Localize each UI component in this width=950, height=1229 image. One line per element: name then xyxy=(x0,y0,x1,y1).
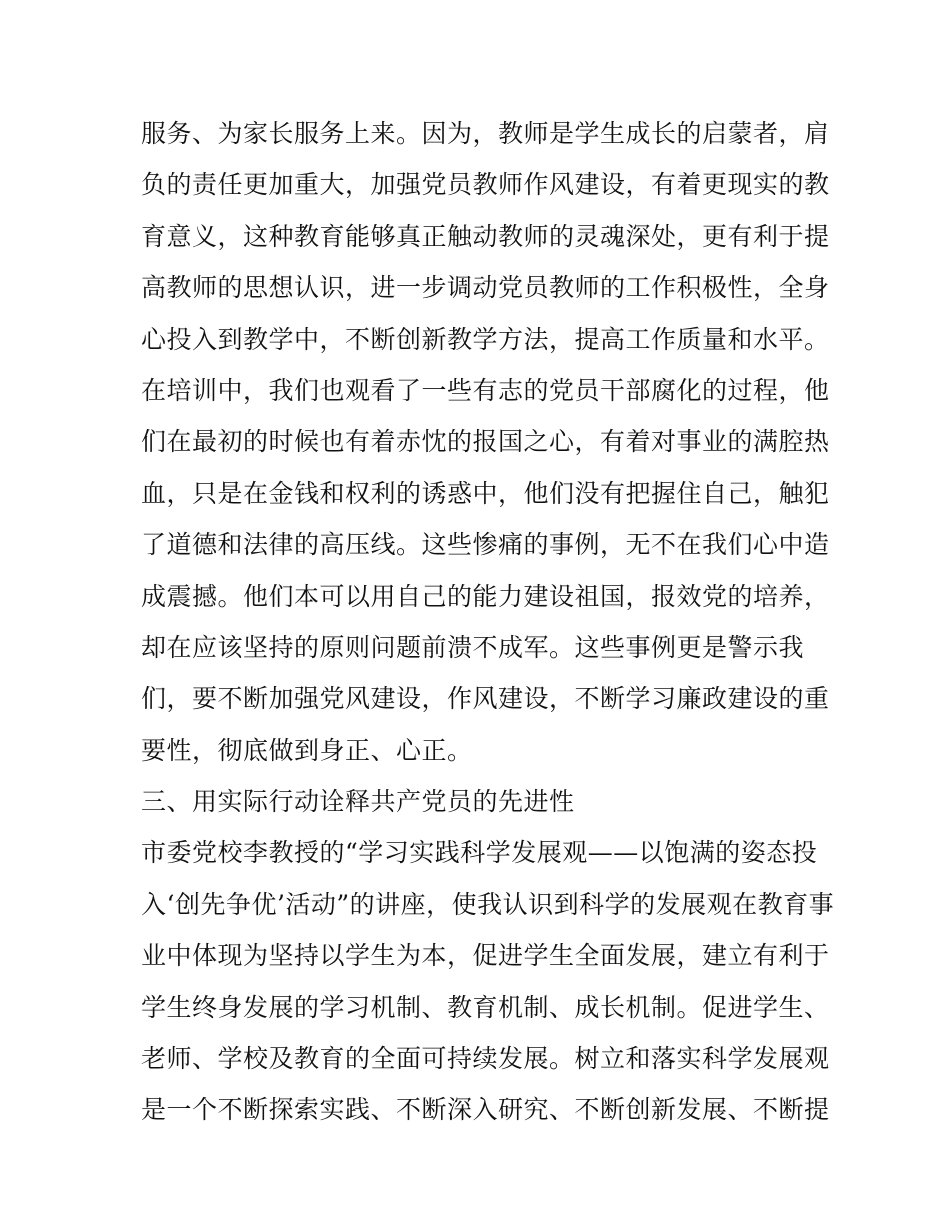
text-line: 市委党校李教授的“学习实践科学发展观——以饱满的姿态投 xyxy=(141,838,818,868)
text-line: 业中体现为坚持以学生为本，促进学生全面发展，建立有利于 xyxy=(141,941,830,971)
text-line: 了道德和法律的高压线。这些惨痛的事例，无不在我们心中造 xyxy=(141,530,830,560)
text-line: 高教师的思想认识，进一步调动党员教师的工作积极性，全身 xyxy=(141,273,830,303)
text-line: 老师、学校及教育的全面可持续发展。树立和落实科学发展观 xyxy=(141,1044,830,1074)
text-line: 在培训中，我们也观看了一些有志的党员干部腐化的过程，他 xyxy=(141,375,830,405)
text-line: 却在应该坚持的原则问题前溃不成军。这些事例更是警示我 xyxy=(141,632,805,662)
text-line: 入‘创先争优’活动”的讲座，使我认识到科学的发展观在教育事 xyxy=(141,889,835,919)
text-line: 育意义，这种教育能够真正触动教师的灵魂深处，更有利于提 xyxy=(141,221,830,251)
text-line: 要性，彻底做到身正、心正。 xyxy=(141,735,473,765)
text-line: 们在最初的时候也有着赤忱的报国之心，有着对事业的满腔热 xyxy=(141,427,830,457)
body-text xyxy=(141,108,835,1136)
text-line: 成震撼。他们本可以用自己的能力建设祖国，报效党的培养， xyxy=(141,581,830,611)
text-line: 服务、为家长服务上来。因为，教师是学生成长的启蒙者，肩 xyxy=(141,119,830,148)
section-heading: 三、用实际行动诠释共产党员的先进性 xyxy=(141,787,575,817)
text-line: 血，只是在金钱和权利的诱惑中，他们没有把握住自己，触犯 xyxy=(141,478,830,508)
text-line: 心投入到教学中，不断创新教学方法，提高工作质量和水平。 xyxy=(141,324,830,354)
text-line: 是一个不断探索实践、不断深入研究、不断创新发展、不断提 xyxy=(141,1095,830,1125)
text-line: 学生终身发展的学习机制、教育机制、成长机制。促进学生、 xyxy=(141,992,830,1022)
text-line: 负的责任更加重大，加强党员教师作风建设，有着更现实的教 xyxy=(141,170,830,200)
text-line: 们，要不断加强党风建设，作风建设，不断学习廉政建设的重 xyxy=(141,684,830,714)
